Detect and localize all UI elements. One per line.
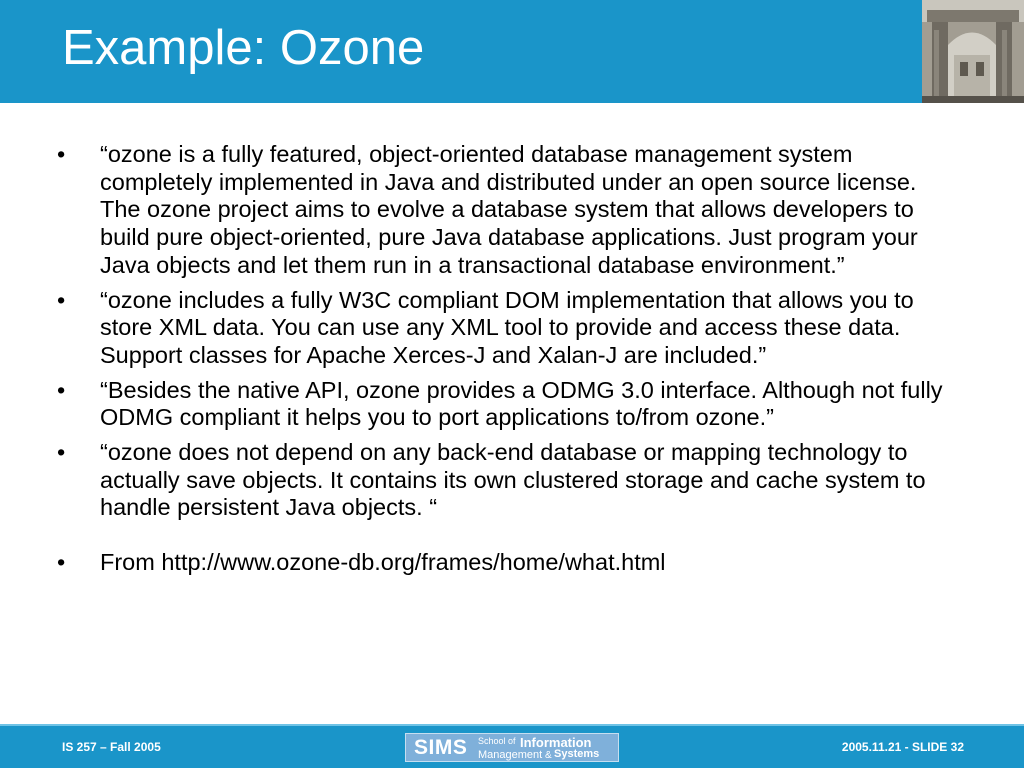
footer-divider — [0, 724, 1024, 726]
slide-title: Example: Ozone — [62, 21, 425, 75]
bullet-item — [57, 377, 957, 432]
slide-number: 2005.11.21 - SLIDE 32 — [841, 740, 964, 754]
bullet-marker: • — [57, 439, 66, 466]
sims-logo — [405, 733, 619, 762]
bullet-item — [57, 549, 957, 577]
bullet-text: “ozone includes a fully W3C compliant DOM implementation that allows you to store XML data. You can use any XML tool to provide and access these data. Support classes for Apache Xerces-J and Xalan-J are included.” — [100, 286, 914, 368]
logo-systems: Systems — [554, 748, 600, 760]
bullet-list — [57, 141, 957, 584]
course-label: IS 257 – Fall 2005 — [62, 740, 161, 754]
sims-logo-text: SIMS — [414, 736, 468, 759]
logo-school-of: School of — [478, 736, 516, 746]
bullet-item — [57, 141, 957, 280]
logo-information: Information — [520, 735, 592, 750]
bullet-item — [57, 287, 957, 370]
bullet-marker: • — [57, 376, 66, 403]
bullet-marker: • — [57, 549, 66, 576]
building-photo — [922, 0, 1024, 103]
header-bar — [0, 0, 1024, 103]
source-link[interactable]: From http://www.ozone-db.org/frames/home/what.html — [100, 549, 666, 576]
logo-ampersand: & — [545, 750, 552, 761]
bullet-text: “ozone does not depend on any back-end database or mapping technology to actually save objects. It contains its own clustered storage and cache system to handle persistent Java objects. “ — [100, 439, 926, 521]
logo-management: Management — [478, 749, 543, 761]
bullet-text: “Besides the native API, ozone provides a ODMG 3.0 interface. Although not fully ODMG compliant it helps you to port applications to/from ozone.” — [100, 376, 943, 431]
bullet-item — [57, 439, 957, 522]
bullet-marker: • — [57, 286, 66, 313]
bullet-text: “ozone is a fully featured, object-oriented database management system completely implemented in Java and distributed under an open source license. The ozone project aims to evolve a database system that allows developers to build pure object-oriented, pure Java database applications. Just program your Java objects and let them run in a transactional database environment.” — [100, 141, 918, 278]
bullet-marker: • — [57, 141, 66, 167]
footer-bar — [0, 724, 1024, 768]
